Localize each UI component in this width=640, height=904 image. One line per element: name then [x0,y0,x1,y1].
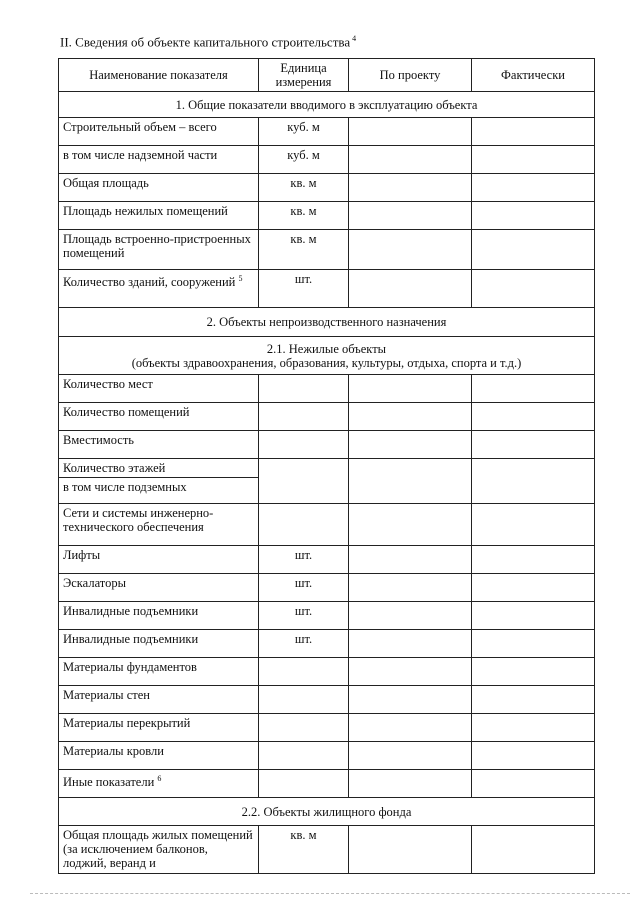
table-row [59,658,595,686]
actual-cell [472,686,595,714]
project-cell [349,403,472,431]
row-name: Строительный объем – всего [59,118,259,146]
table-row [59,504,595,546]
row-unit: шт. [259,270,349,308]
row-unit: кв. м [259,174,349,202]
actual-cell [472,602,595,630]
project-cell [349,546,472,574]
actual-cell [472,403,595,431]
footnote-marker: 5 [238,274,243,283]
row-name: Количество зданий, сооружений [63,275,236,290]
project-cell [349,504,472,546]
footnote-marker: 4 [352,34,357,43]
actual-cell [472,118,595,146]
row-name: Общая площадь жилых помещений (за исключением балконов, лоджий, веранд и [59,826,259,874]
row-unit [259,403,349,431]
row-name: в том числе подземных [59,478,259,504]
table-row [59,826,595,874]
section-2-2-heading: 2.2. Объекты жилищного фонда [59,798,595,826]
table-row [59,459,595,478]
row-unit [259,770,349,798]
row-name: Иные показатели [63,775,155,790]
actual-cell [472,431,595,459]
row-unit: кв. м [259,826,349,874]
object-info-table [58,58,595,874]
row-name: Вместимость [59,431,259,459]
actual-cell [472,375,595,403]
row-name: Сети и системы инженерно-технического обеспечения [59,504,259,546]
table-row [59,230,595,270]
row-unit [259,658,349,686]
row-unit: куб. м [259,146,349,174]
row-name: Площадь нежилых помещений [59,202,259,230]
row-unit [259,375,349,403]
page-title-text: II. Сведения об объекте капитального строительства [60,34,351,50]
row-name: Материалы кровли [59,742,259,770]
table-row [59,770,595,798]
project-cell [349,146,472,174]
table-row [59,431,595,459]
header-unit: Единица измерения [259,59,349,92]
row-name: Количество помещений [59,403,259,431]
row-unit [259,431,349,459]
project-cell [349,459,472,504]
actual-cell [472,574,595,602]
project-cell [349,630,472,658]
actual-cell [472,174,595,202]
actual-cell [472,714,595,742]
table-row [59,686,595,714]
page-bottom-edge [30,893,630,894]
table-row [59,375,595,403]
page-title [60,34,356,50]
table-row [59,742,595,770]
project-cell [349,686,472,714]
project-cell [349,375,472,403]
table-row [59,403,595,431]
row-unit [259,686,349,714]
row-name: Инвалидные подъемники [59,630,259,658]
project-cell [349,574,472,602]
table-row [59,174,595,202]
row-name: Лифты [59,546,259,574]
project-cell [349,602,472,630]
table-row [59,602,595,630]
actual-cell [472,230,595,270]
actual-cell [472,270,595,308]
table-row [59,270,595,308]
row-name: Количество мест [59,375,259,403]
actual-cell [472,630,595,658]
table-row [59,202,595,230]
project-cell [349,714,472,742]
row-unit [259,714,349,742]
table-row [59,574,595,602]
row-name: Количество этажей [59,459,259,478]
header-project: По проекту [349,59,472,92]
row-name: Общая площадь [59,174,259,202]
footnote-marker: 6 [157,774,162,783]
row-name: Площадь встроенно-пристроенных помещений [59,230,259,270]
actual-cell [472,742,595,770]
row-name: в том числе надземной части [59,146,259,174]
actual-cell [472,658,595,686]
project-cell [349,770,472,798]
row-unit [259,459,349,504]
section-2-1-subtitle: (объекты здравоохранения, образования, культуры, отдыха, спорта и т.д.) [131,355,522,370]
project-cell [349,742,472,770]
project-cell [349,270,472,308]
row-name: Инвалидные подъемники [59,602,259,630]
header-actual: Фактически [472,59,595,92]
section-1-heading: 1. Общие показатели вводимого в эксплуатацию объекта [59,92,595,118]
actual-cell [472,826,595,874]
table-row [59,714,595,742]
project-cell [349,658,472,686]
row-unit: шт. [259,574,349,602]
header-name: Наименование показателя [59,59,259,92]
row-unit: шт. [259,630,349,658]
project-cell [349,230,472,270]
table-row [59,118,595,146]
table-row [59,630,595,658]
actual-cell [472,146,595,174]
row-name: Материалы стен [59,686,259,714]
actual-cell [472,202,595,230]
table-row [59,546,595,574]
project-cell [349,826,472,874]
row-name-cell [59,770,259,798]
project-cell [349,202,472,230]
row-unit: куб. м [259,118,349,146]
actual-cell [472,459,595,504]
project-cell [349,431,472,459]
section-2-1-title: 2.1. Нежилые объекты [266,341,387,356]
row-unit [259,742,349,770]
row-name: Материалы перекрытий [59,714,259,742]
actual-cell [472,504,595,546]
row-name-cell [59,270,259,308]
row-unit: кв. м [259,230,349,270]
row-name: Материалы фундаментов [59,658,259,686]
section-2-1-heading [59,337,595,375]
project-cell [349,118,472,146]
project-cell [349,174,472,202]
actual-cell [472,770,595,798]
row-name: Эскалаторы [59,574,259,602]
section-2-heading: 2. Объекты непроизводственного назначения [59,308,595,337]
actual-cell [472,546,595,574]
row-unit [259,504,349,546]
table-row [59,146,595,174]
row-unit: шт. [259,546,349,574]
row-unit: шт. [259,602,349,630]
row-unit: кв. м [259,202,349,230]
